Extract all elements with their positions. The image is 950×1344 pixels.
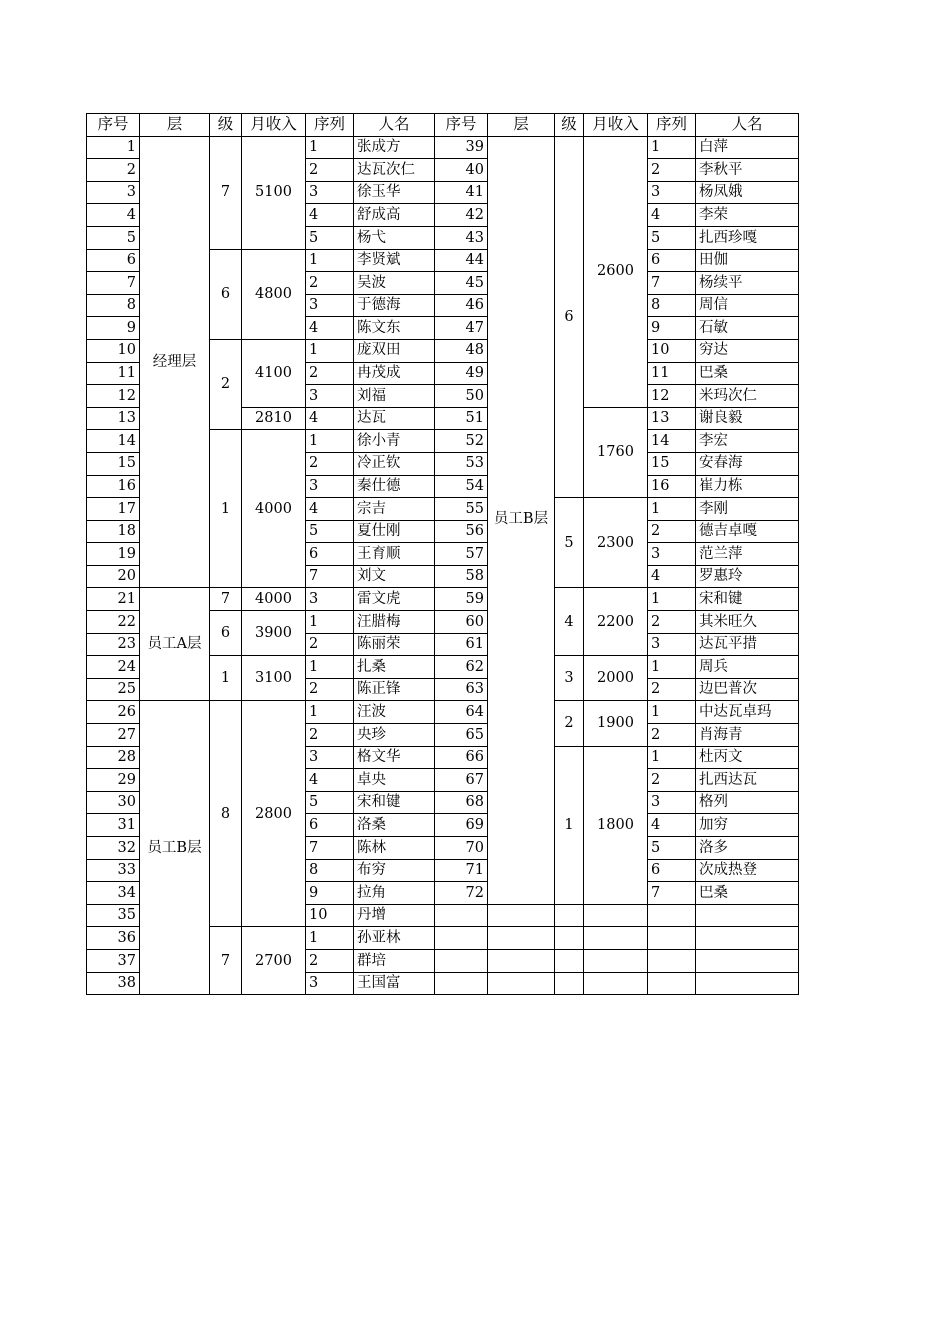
left-no-cell: 3	[87, 181, 140, 204]
right-name-cell: 谢良毅	[696, 407, 799, 430]
left-seq-cell: 6	[306, 543, 354, 566]
left-income-cell: 5100	[242, 136, 306, 249]
left-name-cell: 宗吉	[354, 498, 435, 521]
header-left-name: 人名	[354, 114, 435, 137]
right-seq-cell: 5	[648, 837, 696, 860]
left-name-cell: 达瓦	[354, 407, 435, 430]
right-name-cell: 巴桑	[696, 882, 799, 905]
right-no-cell: 48	[435, 339, 488, 362]
left-no-cell: 28	[87, 746, 140, 769]
left-income-cell: 2700	[242, 927, 306, 995]
left-name-cell: 布穷	[354, 859, 435, 882]
right-no-cell: 72	[435, 882, 488, 905]
left-name-cell: 刘文	[354, 565, 435, 588]
right-income-cell	[584, 904, 648, 927]
right-grade-cell	[555, 949, 584, 972]
right-name-cell	[696, 927, 799, 950]
right-seq-cell: 13	[648, 407, 696, 430]
left-seq-cell: 1	[306, 136, 354, 159]
left-seq-cell: 5	[306, 791, 354, 814]
right-name-cell: 洛多	[696, 837, 799, 860]
right-name-cell: 次成热登	[696, 859, 799, 882]
right-income-cell	[584, 949, 648, 972]
left-name-cell: 央珍	[354, 724, 435, 747]
left-name-cell: 汪波	[354, 701, 435, 724]
left-seq-cell: 2	[306, 159, 354, 182]
right-seq-cell: 1	[648, 498, 696, 521]
left-seq-cell: 4	[306, 769, 354, 792]
left-seq-cell: 9	[306, 882, 354, 905]
right-name-cell: 格列	[696, 791, 799, 814]
left-name-cell: 拉角	[354, 882, 435, 905]
left-name-cell: 李贤斌	[354, 249, 435, 272]
left-no-cell: 1	[87, 136, 140, 159]
left-name-cell: 王国富	[354, 972, 435, 995]
left-seq-cell: 3	[306, 746, 354, 769]
right-seq-cell: 2	[648, 611, 696, 634]
right-seq-cell: 12	[648, 385, 696, 408]
left-no-cell: 35	[87, 904, 140, 927]
right-name-cell: 边巴普次	[696, 678, 799, 701]
left-seq-cell: 3	[306, 385, 354, 408]
right-income-cell: 1800	[584, 746, 648, 904]
right-no-cell: 54	[435, 475, 488, 498]
left-grade-cell: 6	[210, 249, 242, 339]
left-name-cell: 冷正钦	[354, 452, 435, 475]
left-name-cell: 徐小青	[354, 430, 435, 453]
left-no-cell: 9	[87, 317, 140, 340]
right-income-cell: 2600	[584, 136, 648, 407]
left-grade-cell: 2	[210, 339, 242, 429]
left-no-cell: 29	[87, 769, 140, 792]
right-name-cell: 李刚	[696, 498, 799, 521]
left-no-cell: 17	[87, 498, 140, 521]
right-name-cell: 穷达	[696, 339, 799, 362]
right-name-cell: 李荣	[696, 204, 799, 227]
left-name-cell: 雷文虎	[354, 588, 435, 611]
left-no-cell: 4	[87, 204, 140, 227]
left-name-cell: 陈丽荣	[354, 633, 435, 656]
left-no-cell: 10	[87, 339, 140, 362]
header-left-seq: 序列	[306, 114, 354, 137]
left-no-cell: 16	[87, 475, 140, 498]
right-seq-cell: 5	[648, 226, 696, 249]
left-no-cell: 13	[87, 407, 140, 430]
right-name-cell: 中达瓦卓玛	[696, 701, 799, 724]
left-no-cell: 36	[87, 927, 140, 950]
left-seq-cell: 3	[306, 475, 354, 498]
left-no-cell: 6	[87, 249, 140, 272]
left-no-cell: 18	[87, 520, 140, 543]
right-no-cell: 58	[435, 565, 488, 588]
right-name-cell: 德吉卓嘎	[696, 520, 799, 543]
right-seq-cell: 4	[648, 814, 696, 837]
left-name-cell: 达瓦次仁	[354, 159, 435, 182]
header-right-name: 人名	[696, 114, 799, 137]
left-no-cell: 2	[87, 159, 140, 182]
left-no-cell: 21	[87, 588, 140, 611]
header-right-layer: 层	[488, 114, 555, 137]
left-name-cell: 丹增	[354, 904, 435, 927]
roster-table	[86, 113, 799, 995]
left-no-cell: 33	[87, 859, 140, 882]
left-grade-cell: 7	[210, 136, 242, 249]
header-left-income: 月收入	[242, 114, 306, 137]
right-layer-cell	[488, 949, 555, 972]
right-income-cell: 1900	[584, 701, 648, 746]
right-income-cell	[584, 972, 648, 995]
right-income-cell: 2000	[584, 656, 648, 701]
left-seq-cell: 1	[306, 927, 354, 950]
right-grade-cell	[555, 927, 584, 950]
left-seq-cell: 1	[306, 656, 354, 679]
left-seq-cell: 1	[306, 430, 354, 453]
right-seq-cell: 4	[648, 565, 696, 588]
right-grade-cell	[555, 904, 584, 927]
left-layer-cell: 经理层	[140, 136, 210, 588]
right-no-cell: 57	[435, 543, 488, 566]
right-income-cell: 2300	[584, 498, 648, 588]
left-name-cell: 张成方	[354, 136, 435, 159]
left-name-cell: 冉茂成	[354, 362, 435, 385]
right-grade-cell: 2	[555, 701, 584, 746]
right-no-cell: 39	[435, 136, 488, 159]
left-grade-cell: 7	[210, 588, 242, 611]
right-seq-cell: 1	[648, 588, 696, 611]
right-seq-cell: 3	[648, 791, 696, 814]
right-name-cell: 安春海	[696, 452, 799, 475]
right-name-cell: 扎西达瓦	[696, 769, 799, 792]
header-right-income: 月收入	[584, 114, 648, 137]
right-seq-cell	[648, 949, 696, 972]
right-seq-cell	[648, 972, 696, 995]
right-name-cell	[696, 949, 799, 972]
right-name-cell: 达瓦平措	[696, 633, 799, 656]
left-no-cell: 22	[87, 611, 140, 634]
left-no-cell: 7	[87, 272, 140, 295]
left-no-cell: 24	[87, 656, 140, 679]
right-no-cell: 67	[435, 769, 488, 792]
left-name-cell: 汪腊梅	[354, 611, 435, 634]
right-name-cell: 田伽	[696, 249, 799, 272]
right-seq-cell: 2	[648, 678, 696, 701]
left-seq-cell: 2	[306, 724, 354, 747]
right-seq-cell: 3	[648, 633, 696, 656]
left-name-cell: 徐玉华	[354, 181, 435, 204]
left-name-cell: 群培	[354, 949, 435, 972]
right-no-cell: 43	[435, 226, 488, 249]
right-no-cell: 45	[435, 272, 488, 295]
left-income-cell: 3100	[242, 656, 306, 701]
right-name-cell: 宋和键	[696, 588, 799, 611]
left-seq-cell: 4	[306, 498, 354, 521]
left-income-cell: 4800	[242, 249, 306, 339]
left-grade-cell: 1	[210, 656, 242, 701]
left-no-cell: 25	[87, 678, 140, 701]
left-income-cell: 4000	[242, 588, 306, 611]
header-left-no: 序号	[87, 114, 140, 137]
left-seq-cell: 2	[306, 272, 354, 295]
table-row	[87, 136, 799, 159]
right-name-cell: 范兰萍	[696, 543, 799, 566]
right-seq-cell: 7	[648, 272, 696, 295]
header-row	[87, 114, 799, 137]
left-seq-cell: 7	[306, 565, 354, 588]
left-name-cell: 舒成高	[354, 204, 435, 227]
right-no-cell: 40	[435, 159, 488, 182]
left-income-cell: 2810	[242, 407, 306, 430]
right-no-cell: 49	[435, 362, 488, 385]
left-income-cell: 4000	[242, 430, 306, 588]
right-layer-cell	[488, 972, 555, 995]
right-seq-cell: 8	[648, 294, 696, 317]
right-name-cell: 杜丙文	[696, 746, 799, 769]
right-no-cell	[435, 949, 488, 972]
right-grade-cell: 5	[555, 498, 584, 588]
right-no-cell: 52	[435, 430, 488, 453]
right-seq-cell: 10	[648, 339, 696, 362]
right-seq-cell: 1	[648, 136, 696, 159]
right-name-cell: 白萍	[696, 136, 799, 159]
right-no-cell: 65	[435, 724, 488, 747]
right-grade-cell: 3	[555, 656, 584, 701]
right-seq-cell: 6	[648, 859, 696, 882]
left-no-cell: 30	[87, 791, 140, 814]
left-name-cell: 扎桑	[354, 656, 435, 679]
left-seq-cell: 7	[306, 837, 354, 860]
left-seq-cell: 4	[306, 407, 354, 430]
left-seq-cell: 1	[306, 611, 354, 634]
roster-table-body	[87, 114, 799, 995]
right-name-cell: 周兵	[696, 656, 799, 679]
left-seq-cell: 4	[306, 204, 354, 227]
left-seq-cell: 3	[306, 972, 354, 995]
right-no-cell: 63	[435, 678, 488, 701]
left-name-cell: 格文华	[354, 746, 435, 769]
left-no-cell: 15	[87, 452, 140, 475]
left-grade-cell: 7	[210, 927, 242, 995]
left-name-cell: 洛桑	[354, 814, 435, 837]
left-name-cell: 陈林	[354, 837, 435, 860]
right-no-cell: 61	[435, 633, 488, 656]
right-name-cell: 石敏	[696, 317, 799, 340]
left-name-cell: 吴波	[354, 272, 435, 295]
left-no-cell: 5	[87, 226, 140, 249]
right-name-cell	[696, 972, 799, 995]
right-no-cell: 56	[435, 520, 488, 543]
left-layer-cell: 员工A层	[140, 588, 210, 701]
left-seq-cell: 3	[306, 588, 354, 611]
right-income-cell	[584, 927, 648, 950]
left-name-cell: 杨弋	[354, 226, 435, 249]
header-left-layer: 层	[140, 114, 210, 137]
right-no-cell: 55	[435, 498, 488, 521]
left-seq-cell: 8	[306, 859, 354, 882]
right-name-cell	[696, 904, 799, 927]
right-seq-cell	[648, 904, 696, 927]
left-name-cell: 于德海	[354, 294, 435, 317]
right-name-cell: 米玛次仁	[696, 385, 799, 408]
table-row	[87, 701, 799, 724]
header-right-seq: 序列	[648, 114, 696, 137]
right-no-cell: 59	[435, 588, 488, 611]
left-no-cell: 37	[87, 949, 140, 972]
right-name-cell: 杨续平	[696, 272, 799, 295]
right-no-cell: 41	[435, 181, 488, 204]
right-income-cell: 2200	[584, 588, 648, 656]
right-seq-cell: 1	[648, 701, 696, 724]
right-no-cell	[435, 904, 488, 927]
table-row	[87, 588, 799, 611]
right-no-cell: 46	[435, 294, 488, 317]
right-layer-cell	[488, 927, 555, 950]
right-no-cell: 66	[435, 746, 488, 769]
left-no-cell: 11	[87, 362, 140, 385]
left-name-cell: 宋和键	[354, 791, 435, 814]
right-no-cell: 47	[435, 317, 488, 340]
right-no-cell: 64	[435, 701, 488, 724]
left-income-cell: 2800	[242, 701, 306, 927]
right-seq-cell: 11	[648, 362, 696, 385]
left-seq-cell: 5	[306, 520, 354, 543]
right-seq-cell: 16	[648, 475, 696, 498]
right-no-cell: 68	[435, 791, 488, 814]
left-income-cell: 3900	[242, 611, 306, 656]
left-seq-cell: 2	[306, 633, 354, 656]
left-name-cell: 陈文东	[354, 317, 435, 340]
left-no-cell: 27	[87, 724, 140, 747]
left-no-cell: 34	[87, 882, 140, 905]
left-name-cell: 陈正锋	[354, 678, 435, 701]
right-name-cell: 扎西珍嘎	[696, 226, 799, 249]
left-seq-cell: 4	[306, 317, 354, 340]
left-no-cell: 38	[87, 972, 140, 995]
left-seq-cell: 5	[306, 226, 354, 249]
right-seq-cell: 2	[648, 724, 696, 747]
right-seq-cell: 14	[648, 430, 696, 453]
left-grade-cell: 1	[210, 430, 242, 588]
left-seq-cell: 1	[306, 339, 354, 362]
left-name-cell: 卓央	[354, 769, 435, 792]
right-seq-cell: 1	[648, 656, 696, 679]
right-no-cell	[435, 972, 488, 995]
right-no-cell: 53	[435, 452, 488, 475]
left-seq-cell: 2	[306, 678, 354, 701]
left-seq-cell: 3	[306, 294, 354, 317]
left-no-cell: 31	[87, 814, 140, 837]
right-no-cell	[435, 927, 488, 950]
right-seq-cell: 2	[648, 520, 696, 543]
right-no-cell: 50	[435, 385, 488, 408]
right-no-cell: 69	[435, 814, 488, 837]
right-no-cell: 51	[435, 407, 488, 430]
right-no-cell: 70	[435, 837, 488, 860]
left-seq-cell: 1	[306, 701, 354, 724]
right-no-cell: 44	[435, 249, 488, 272]
right-seq-cell	[648, 927, 696, 950]
left-seq-cell: 3	[306, 181, 354, 204]
right-no-cell: 62	[435, 656, 488, 679]
left-no-cell: 8	[87, 294, 140, 317]
right-layer-cell: 员工B层	[488, 136, 555, 904]
left-no-cell: 26	[87, 701, 140, 724]
left-name-cell: 孙亚林	[354, 927, 435, 950]
right-seq-cell: 2	[648, 159, 696, 182]
left-layer-cell: 员工B层	[140, 701, 210, 995]
right-grade-cell: 1	[555, 746, 584, 904]
right-seq-cell: 3	[648, 181, 696, 204]
left-grade-cell: 8	[210, 701, 242, 927]
right-seq-cell: 3	[648, 543, 696, 566]
left-name-cell: 秦仕德	[354, 475, 435, 498]
left-name-cell: 王育顺	[354, 543, 435, 566]
left-seq-cell: 2	[306, 452, 354, 475]
right-seq-cell: 15	[648, 452, 696, 475]
right-name-cell: 加穷	[696, 814, 799, 837]
left-no-cell: 32	[87, 837, 140, 860]
right-no-cell: 42	[435, 204, 488, 227]
right-name-cell: 杨凤娥	[696, 181, 799, 204]
left-grade-cell: 6	[210, 611, 242, 656]
left-name-cell: 刘福	[354, 385, 435, 408]
left-no-cell: 14	[87, 430, 140, 453]
header-right-grade: 级	[555, 114, 584, 137]
right-name-cell: 周信	[696, 294, 799, 317]
left-name-cell: 夏仕刚	[354, 520, 435, 543]
right-layer-cell	[488, 904, 555, 927]
right-seq-cell: 2	[648, 769, 696, 792]
left-no-cell: 20	[87, 565, 140, 588]
right-seq-cell: 6	[648, 249, 696, 272]
left-no-cell: 19	[87, 543, 140, 566]
right-no-cell: 71	[435, 859, 488, 882]
left-seq-cell: 6	[306, 814, 354, 837]
header-left-grade: 级	[210, 114, 242, 137]
right-name-cell: 李宏	[696, 430, 799, 453]
right-seq-cell: 1	[648, 746, 696, 769]
left-income-cell: 4100	[242, 339, 306, 407]
header-right-no: 序号	[435, 114, 488, 137]
left-no-cell: 12	[87, 385, 140, 408]
right-seq-cell: 7	[648, 882, 696, 905]
left-seq-cell: 1	[306, 249, 354, 272]
left-no-cell: 23	[87, 633, 140, 656]
right-name-cell: 崔力栋	[696, 475, 799, 498]
right-name-cell: 巴桑	[696, 362, 799, 385]
left-seq-cell: 2	[306, 949, 354, 972]
right-name-cell: 其米旺久	[696, 611, 799, 634]
right-no-cell: 60	[435, 611, 488, 634]
left-seq-cell: 2	[306, 362, 354, 385]
right-grade-cell: 6	[555, 136, 584, 498]
right-grade-cell	[555, 972, 584, 995]
right-income-cell: 1760	[584, 407, 648, 497]
right-seq-cell: 4	[648, 204, 696, 227]
right-seq-cell: 9	[648, 317, 696, 340]
right-name-cell: 罗惠玲	[696, 565, 799, 588]
right-grade-cell: 4	[555, 588, 584, 656]
right-name-cell: 肖海青	[696, 724, 799, 747]
left-name-cell: 庞双田	[354, 339, 435, 362]
left-seq-cell: 10	[306, 904, 354, 927]
right-name-cell: 李秋平	[696, 159, 799, 182]
